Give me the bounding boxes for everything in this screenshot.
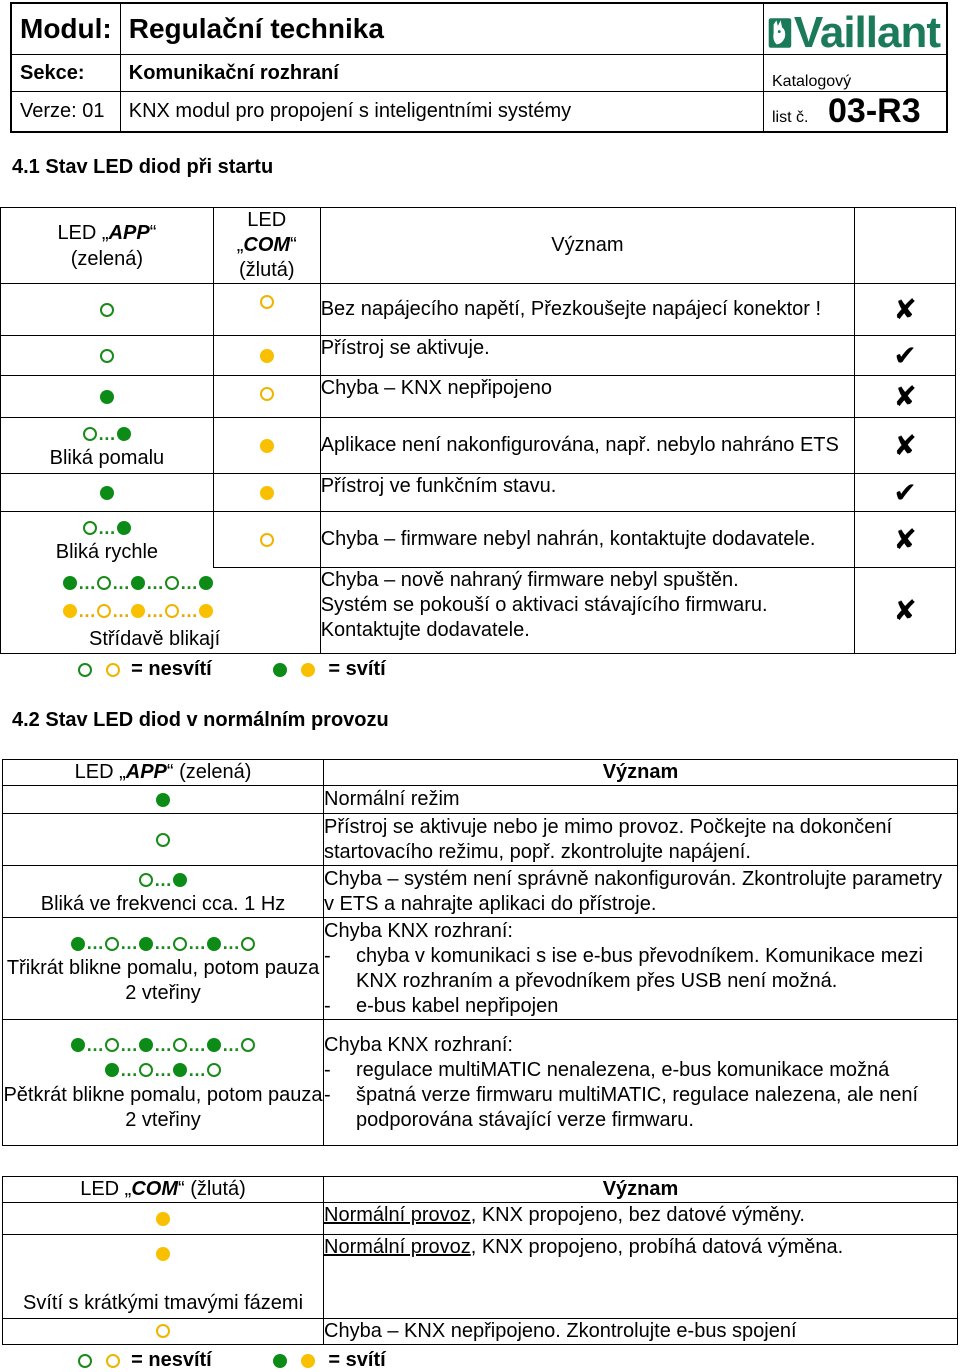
led-green-off	[78, 1354, 92, 1368]
led-green-off	[156, 833, 170, 847]
row-meaning: Chyba – KNX nepřipojeno	[320, 376, 854, 418]
row-meaning: Chyba – firmware nebyl nahrán, kontaktujte dodavatele.	[320, 512, 854, 568]
table-row	[1, 336, 956, 376]
startup-led-table	[0, 207, 956, 654]
modul-label: Modul:	[11, 3, 120, 55]
check-icon: ✔	[855, 336, 956, 376]
normal-com-table	[2, 1176, 958, 1345]
document-header	[10, 2, 948, 133]
cross-icon: ✘	[855, 512, 956, 568]
check-icon: ✔	[855, 474, 956, 512]
cross-icon: ✘	[855, 376, 956, 418]
led-green-off	[139, 873, 153, 887]
table-row	[3, 1203, 958, 1235]
legend-1	[78, 658, 386, 681]
blink-label: Bliká rychle	[55, 541, 159, 564]
vaillant-logo	[768, 8, 940, 58]
row-meaning: Bez napájecího napětí, Přezkoušejte napájecí konektor !	[320, 284, 854, 336]
row-meaning: Chyba KNX rozhraní: - chyba v komunikaci s ise e-bus převodníkem. Komunikace mezi KNX rozhraním a převodníkem přes USB není možná. - e-bus kabel nepřipojen	[324, 918, 958, 1020]
led-green-on	[100, 486, 114, 500]
led-green-off	[100, 349, 114, 363]
table-row	[1, 376, 956, 418]
hare-icon	[768, 11, 792, 55]
verze-value: KNX modul pro propojení s inteligentními systémy	[120, 92, 763, 133]
led-green-on	[156, 793, 170, 807]
verze-label: Verze: 01	[11, 92, 120, 133]
logo-cell	[764, 3, 948, 55]
col-meaning-header: Význam	[324, 760, 958, 786]
table-row	[3, 1319, 958, 1345]
katalog-label: Katalogový	[764, 55, 948, 92]
table-header-row	[3, 1177, 958, 1203]
table-row	[1, 512, 956, 568]
row-meaning: Přístroj ve funkčním stavu.	[320, 474, 854, 512]
blink-dots: …	[97, 518, 116, 539]
led-green-off	[78, 663, 92, 677]
legend-off-label: = nesvítí	[131, 1349, 212, 1371]
led-yellow-off	[106, 663, 120, 677]
cross-icon: ✘	[855, 568, 956, 654]
led-yellow-on	[260, 486, 274, 500]
sekce-label: Sekce:	[11, 55, 120, 92]
doc-number-cell	[764, 92, 948, 133]
led-green-off	[83, 427, 97, 441]
led-yellow-off	[260, 387, 274, 401]
col-status-header	[855, 208, 956, 284]
table-row	[1, 474, 956, 512]
table-row	[1, 568, 956, 654]
cross-icon: ✘	[855, 418, 956, 474]
led-green-on	[273, 1354, 287, 1368]
led-green-off	[83, 521, 97, 535]
blink-label: Střídavě blikají	[89, 628, 221, 651]
blink-label: Třikrát blikne pomalu, potom pauza 2 vteřiny	[6, 957, 320, 1005]
row-meaning: Normální provoz, KNX propojeno, probíhá datová výměna.	[324, 1235, 958, 1319]
logo-text: Vaillant	[793, 8, 940, 57]
row-meaning: Aplikace není nakonfigurována, např. nebylo nahráno ETS	[320, 418, 854, 474]
blink-dots: …	[97, 423, 116, 444]
col-com-header: LED „COM“ (žlutá)	[213, 208, 320, 284]
row-meaning: Normální provoz, KNX propojeno, bez datové výměny.	[324, 1203, 958, 1235]
alternate-blink-green: … … … …	[63, 568, 320, 597]
led-yellow-on	[156, 1212, 170, 1226]
led-yellow-off	[156, 1324, 170, 1338]
table-row	[3, 866, 958, 918]
table-row	[1, 418, 956, 474]
led-yellow-off	[260, 295, 274, 309]
col-meaning-header: Význam	[320, 208, 854, 284]
row-meaning: Chyba – systém není správně nakonfigurován. Zkontrolujte parametry v ETS a nahrajte aplikaci do přístroje.	[324, 866, 958, 918]
row-meaning: Chyba – nově nahraný firmware nebyl spuštěn. Systém se pokouší o aktivaci stávajícího firmwaru. Kontaktujte dodavatele.	[320, 568, 854, 654]
quintuple-blink: … … … … … … … …	[3, 1032, 323, 1082]
led-green-on	[273, 663, 287, 677]
table-row	[3, 1020, 958, 1146]
sekce-value: Komunikační rozhraní	[120, 55, 763, 92]
row-meaning: Chyba – KNX nepřipojeno. Zkontrolujte e-bus spojení	[324, 1319, 958, 1345]
led-yellow-on	[260, 349, 274, 363]
row-meaning: Přístroj se aktivuje nebo je mimo provoz. Počkejte na dokončení startovacího režimu, popř. zkontrolujte napájení.	[324, 814, 958, 866]
row-meaning: Normální režim	[324, 786, 958, 814]
blink-dots: …	[154, 869, 172, 890]
led-green-on	[117, 521, 131, 535]
section-1-title: 4.1 Stav LED diod při startu	[12, 156, 274, 178]
modul-value: Regulační technika	[120, 3, 763, 55]
blink-label: Bliká pomalu	[49, 446, 165, 469]
table-row	[3, 918, 958, 1020]
row-meaning: Chyba KNX rozhraní: - regulace multiMATIC nenalezena, e-bus komunikace možná - špatná verze firmwaru multiMATIC, regulace nalezena, ale není podporována stávající verze firmwaru.	[324, 1020, 958, 1146]
blink-label: Svítí s krátkými tmavými fázemi	[22, 1292, 304, 1314]
cross-icon: ✘	[855, 284, 956, 336]
legend-on-label: = svítí	[328, 1349, 386, 1371]
list-label: list č.	[772, 109, 809, 126]
table-header-row	[3, 760, 958, 786]
normal-app-table	[2, 759, 958, 1146]
table-header-row	[1, 208, 956, 284]
col-app-header: LED „APP“ (zelená)	[1, 208, 214, 284]
table-row	[1, 284, 956, 336]
led-yellow-on	[301, 1354, 315, 1368]
led-yellow-on	[260, 439, 274, 453]
legend-on-label: = svítí	[328, 658, 386, 680]
led-green-on	[100, 390, 114, 404]
col-com-header: LED „COM“ (žlutá)	[3, 1177, 324, 1203]
blink-label: Bliká ve frekvenci cca. 1 Hz	[40, 892, 286, 915]
blink-label: Pětkrát blikne pomalu, potom pauza 2 vteřiny	[3, 1083, 323, 1131]
table-row	[3, 814, 958, 866]
led-green-on	[173, 873, 187, 887]
led-yellow-on	[301, 663, 315, 677]
col-app-header: LED „APP“ (zelená)	[3, 760, 324, 786]
alternate-blink-yellow: … … … …	[63, 597, 320, 626]
legend-2	[78, 1349, 386, 1372]
row-meaning: Přístroj se aktivuje.	[320, 336, 854, 376]
led-yellow-off	[260, 533, 274, 547]
table-row	[3, 786, 958, 814]
led-yellow-on	[156, 1247, 170, 1261]
doc-number: 03-R3	[828, 92, 921, 130]
legend-off-label: = nesvítí	[131, 658, 212, 680]
table-row	[3, 1235, 958, 1319]
led-yellow-off	[106, 1354, 120, 1368]
section-2-title: 4.2 Stav LED diod v normálním provozu	[12, 709, 389, 731]
triple-blink: … … … … …	[3, 931, 323, 956]
col-meaning-header: Význam	[324, 1177, 958, 1203]
led-green-on	[117, 427, 131, 441]
led-green-off	[100, 303, 114, 317]
